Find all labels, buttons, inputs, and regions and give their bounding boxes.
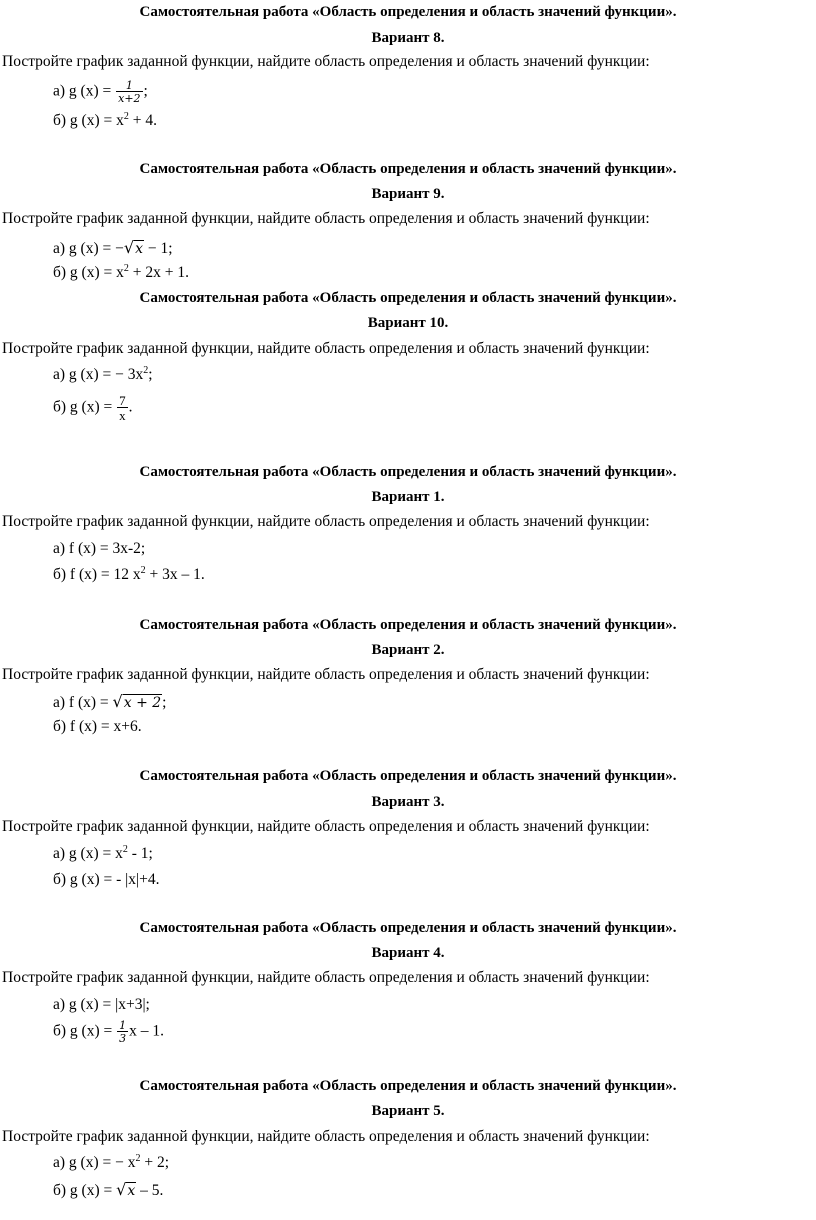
task-a-suffix: ; (162, 694, 167, 711)
radicand: x + 2 (123, 695, 162, 711)
task-instruction: Постройте график заданной функции, найдите область определения и область значений функции: (2, 210, 650, 227)
task-b (53, 566, 205, 584)
exponent: 2 (123, 111, 129, 122)
variant-heading: Вариант 9. (371, 186, 445, 202)
variant-heading: Вариант 10. (367, 315, 449, 331)
square-root: √x (116, 1180, 136, 1199)
worksheet-title: Самостоятельная работа «Область определения и область значений функции». (139, 464, 677, 480)
task-b-suffix: + 4. (128, 112, 157, 129)
worksheet-title: Самостоятельная работа «Область определения и область значений функции». (139, 1078, 677, 1094)
task-instruction: Постройте график заданной функции, найдите область определения и область значений функции: (2, 666, 650, 683)
square-root: √x + 2 (112, 692, 162, 711)
variant-heading: Вариант 5. (371, 1103, 445, 1119)
task-b-prefix: б) g (x) = (53, 1022, 117, 1040)
exponent: 2 (123, 263, 129, 274)
task-a: а) f (x) = 3x-2; (53, 540, 146, 557)
worksheet-title: Самостоятельная работа «Область определения и область значений функции». (139, 768, 677, 784)
task-a (53, 366, 153, 384)
task-a-suffix: ; (148, 366, 153, 383)
task-a-prefix: а) g (x) = − 3x (53, 366, 144, 383)
task-instruction: Постройте график заданной функции, найдите область определения и область значений функции: (2, 818, 650, 835)
task-a-suffix: ; (143, 82, 148, 100)
variant-heading: Вариант 8. (371, 30, 445, 46)
task-b: б) g (x) = - |x|+4. (53, 871, 160, 888)
exponent: 2 (135, 1153, 141, 1164)
fraction (116, 80, 142, 104)
task-a (53, 80, 148, 104)
task-a (53, 845, 153, 863)
square-root: √x (123, 238, 143, 257)
exponent: 2 (140, 565, 146, 576)
task-a-prefix: а) g (x) = x (53, 845, 123, 862)
task-b-prefix: б) g (x) = x (53, 264, 124, 281)
task-instruction: Постройте график заданной функции, найдите область определения и область значений функции: (2, 969, 650, 986)
task-a (53, 238, 173, 258)
task-b-suffix: + 2x + 1. (128, 264, 189, 281)
fraction (117, 394, 128, 422)
task-b-prefix: б) g (x) = x (53, 112, 124, 129)
radicand: x (135, 241, 143, 257)
task-a-prefix: а) g (x) = (53, 82, 116, 100)
task-b (53, 112, 157, 130)
fraction-denominator: x (119, 408, 126, 423)
task-instruction: Постройте график заданной функции, найдите область определения и область значений функции: (2, 53, 650, 70)
variant-heading: Вариант 1. (371, 489, 445, 505)
task-b (53, 1180, 163, 1200)
variant-heading: Вариант 3. (371, 794, 445, 810)
task-b-suffix: . (128, 398, 133, 416)
task-a-suffix: - 1; (127, 845, 153, 862)
task-b-suffix: – 5. (136, 1182, 164, 1199)
fraction-denominator: x+2 (118, 92, 141, 105)
fraction (117, 1020, 128, 1044)
variant-heading: Вариант 2. (371, 642, 445, 658)
fraction-numerator: 7 (119, 393, 126, 408)
variant-heading: Вариант 4. (371, 945, 445, 961)
radicand: x (127, 1183, 136, 1199)
task-b: б) f (x) = x+6. (53, 718, 142, 735)
task-instruction: Постройте график заданной функции, найдите область определения и область значений функции: (2, 513, 650, 530)
task-a (53, 1154, 169, 1172)
task-a-prefix: а) g (x) = − x (53, 1154, 136, 1171)
worksheet-title: Самостоятельная работа «Область определения и область значений функции». (139, 4, 677, 20)
task-b-prefix: б) g (x) = (53, 398, 117, 416)
exponent: 2 (122, 844, 128, 855)
fraction-numerator: 1 (125, 79, 133, 92)
task-b (53, 394, 133, 422)
task-a-suffix: + 2; (140, 1154, 170, 1171)
task-b-prefix: б) g (x) = (53, 1182, 117, 1199)
task-b-suffix: x – 1. (129, 1022, 164, 1040)
fraction-denominator: 3 (119, 1032, 127, 1045)
task-a-prefix: а) f (x) = (53, 694, 113, 711)
task-b (53, 1020, 164, 1044)
task-a (53, 692, 166, 712)
task-a: а) g (x) = |x+3|; (53, 996, 150, 1013)
task-b-prefix: б) f (x) = 12 x (53, 566, 141, 583)
worksheet-title: Самостоятельная работа «Область определения и область значений функции». (139, 290, 677, 306)
task-b (53, 264, 189, 282)
task-a-prefix: а) g (x) = − (53, 240, 124, 257)
fraction-numerator: 1 (119, 1019, 127, 1032)
task-instruction: Постройте график заданной функции, найдите область определения и область значений функции: (2, 340, 650, 357)
worksheet-title: Самостоятельная работа «Область определения и область значений функции». (139, 161, 677, 177)
task-b-suffix: + 3x – 1. (145, 566, 205, 583)
task-instruction: Постройте график заданной функции, найдите область определения и область значений функции: (2, 1128, 650, 1145)
worksheet-title: Самостоятельная работа «Область определения и область значений функции». (139, 920, 677, 936)
task-a-suffix: − 1; (143, 240, 173, 257)
worksheet-title: Самостоятельная работа «Область определения и область значений функции». (139, 617, 677, 633)
exponent: 2 (143, 365, 149, 376)
